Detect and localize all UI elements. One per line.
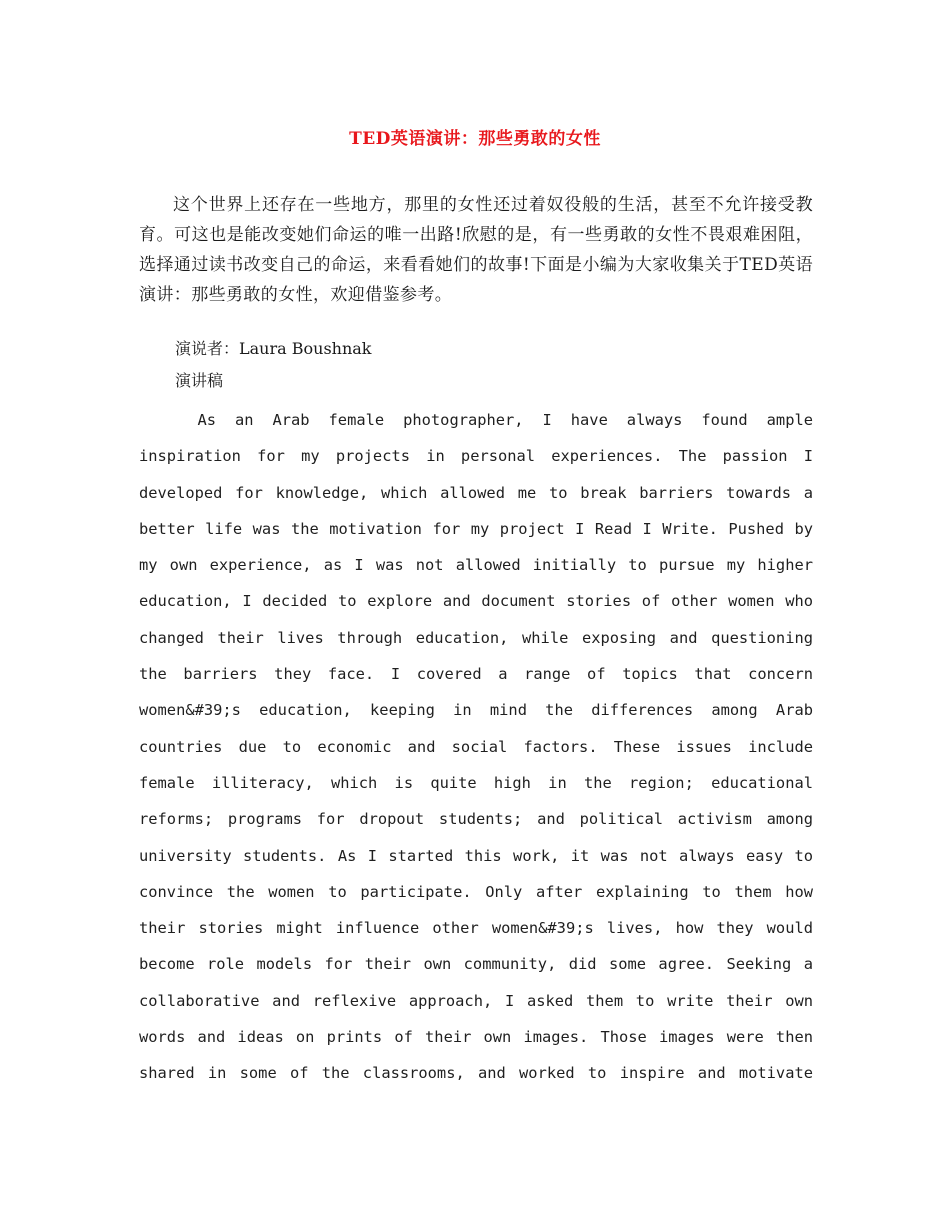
speech-body-paragraph: As an Arab female photographer, I have always found ample inspiration for my projects in personal experiences. The passion I developed for knowledge, which allowed me to break barriers towards a better life was the motivation for my project I Read I Write. Pushed by my own experience, as I was not allowed initially to pursue my higher education, I decided to explore and document stories of other women who changed their lives through education, while exposing and questioning the barriers they face. I covered a range of topics that concern women&#39;s education, keeping in mind the differences among Arab countries due to economic and social factors. These issues include female illiteracy, which is quite high in the region; educational reforms; programs for dropout students; and political activism among university students. As I started this work, it was not always easy to convince the women to participate. Only after explaining to them how their stories might influence other women&#39;s lives, how they would become role models for their own community, did some agree. Seeking a collaborative and reflexive approach, I asked them to write their own words and ideas on prints of their own images. Those images were then shared in some of the classrooms, and worked to inspire and motivate: [139, 411, 813, 1083]
document-title: TED英语演讲：那些勇敢的女性: [349, 129, 601, 149]
speaker-line: 演说者：Laura Boushnak: [175, 339, 372, 358]
script-label: 演讲稿: [175, 371, 224, 390]
intro-paragraph: 这个世界上还存在一些地方，那里的女性还过着奴役般的生活，甚至不允许接受教育。可这也是能改变她们命运的唯一出路!欣慰的是，有一些勇敢的女性不畏艰难困阻，选择通过读书改变自己的命运，来看看她们的故事!下面是小编为大家收集关于TED英语演讲：那些勇敢的女性，欢迎借鉴参考。: [139, 195, 813, 305]
intro-paragraph-block: [139, 190, 813, 310]
speech-body-block: [139, 402, 813, 1092]
